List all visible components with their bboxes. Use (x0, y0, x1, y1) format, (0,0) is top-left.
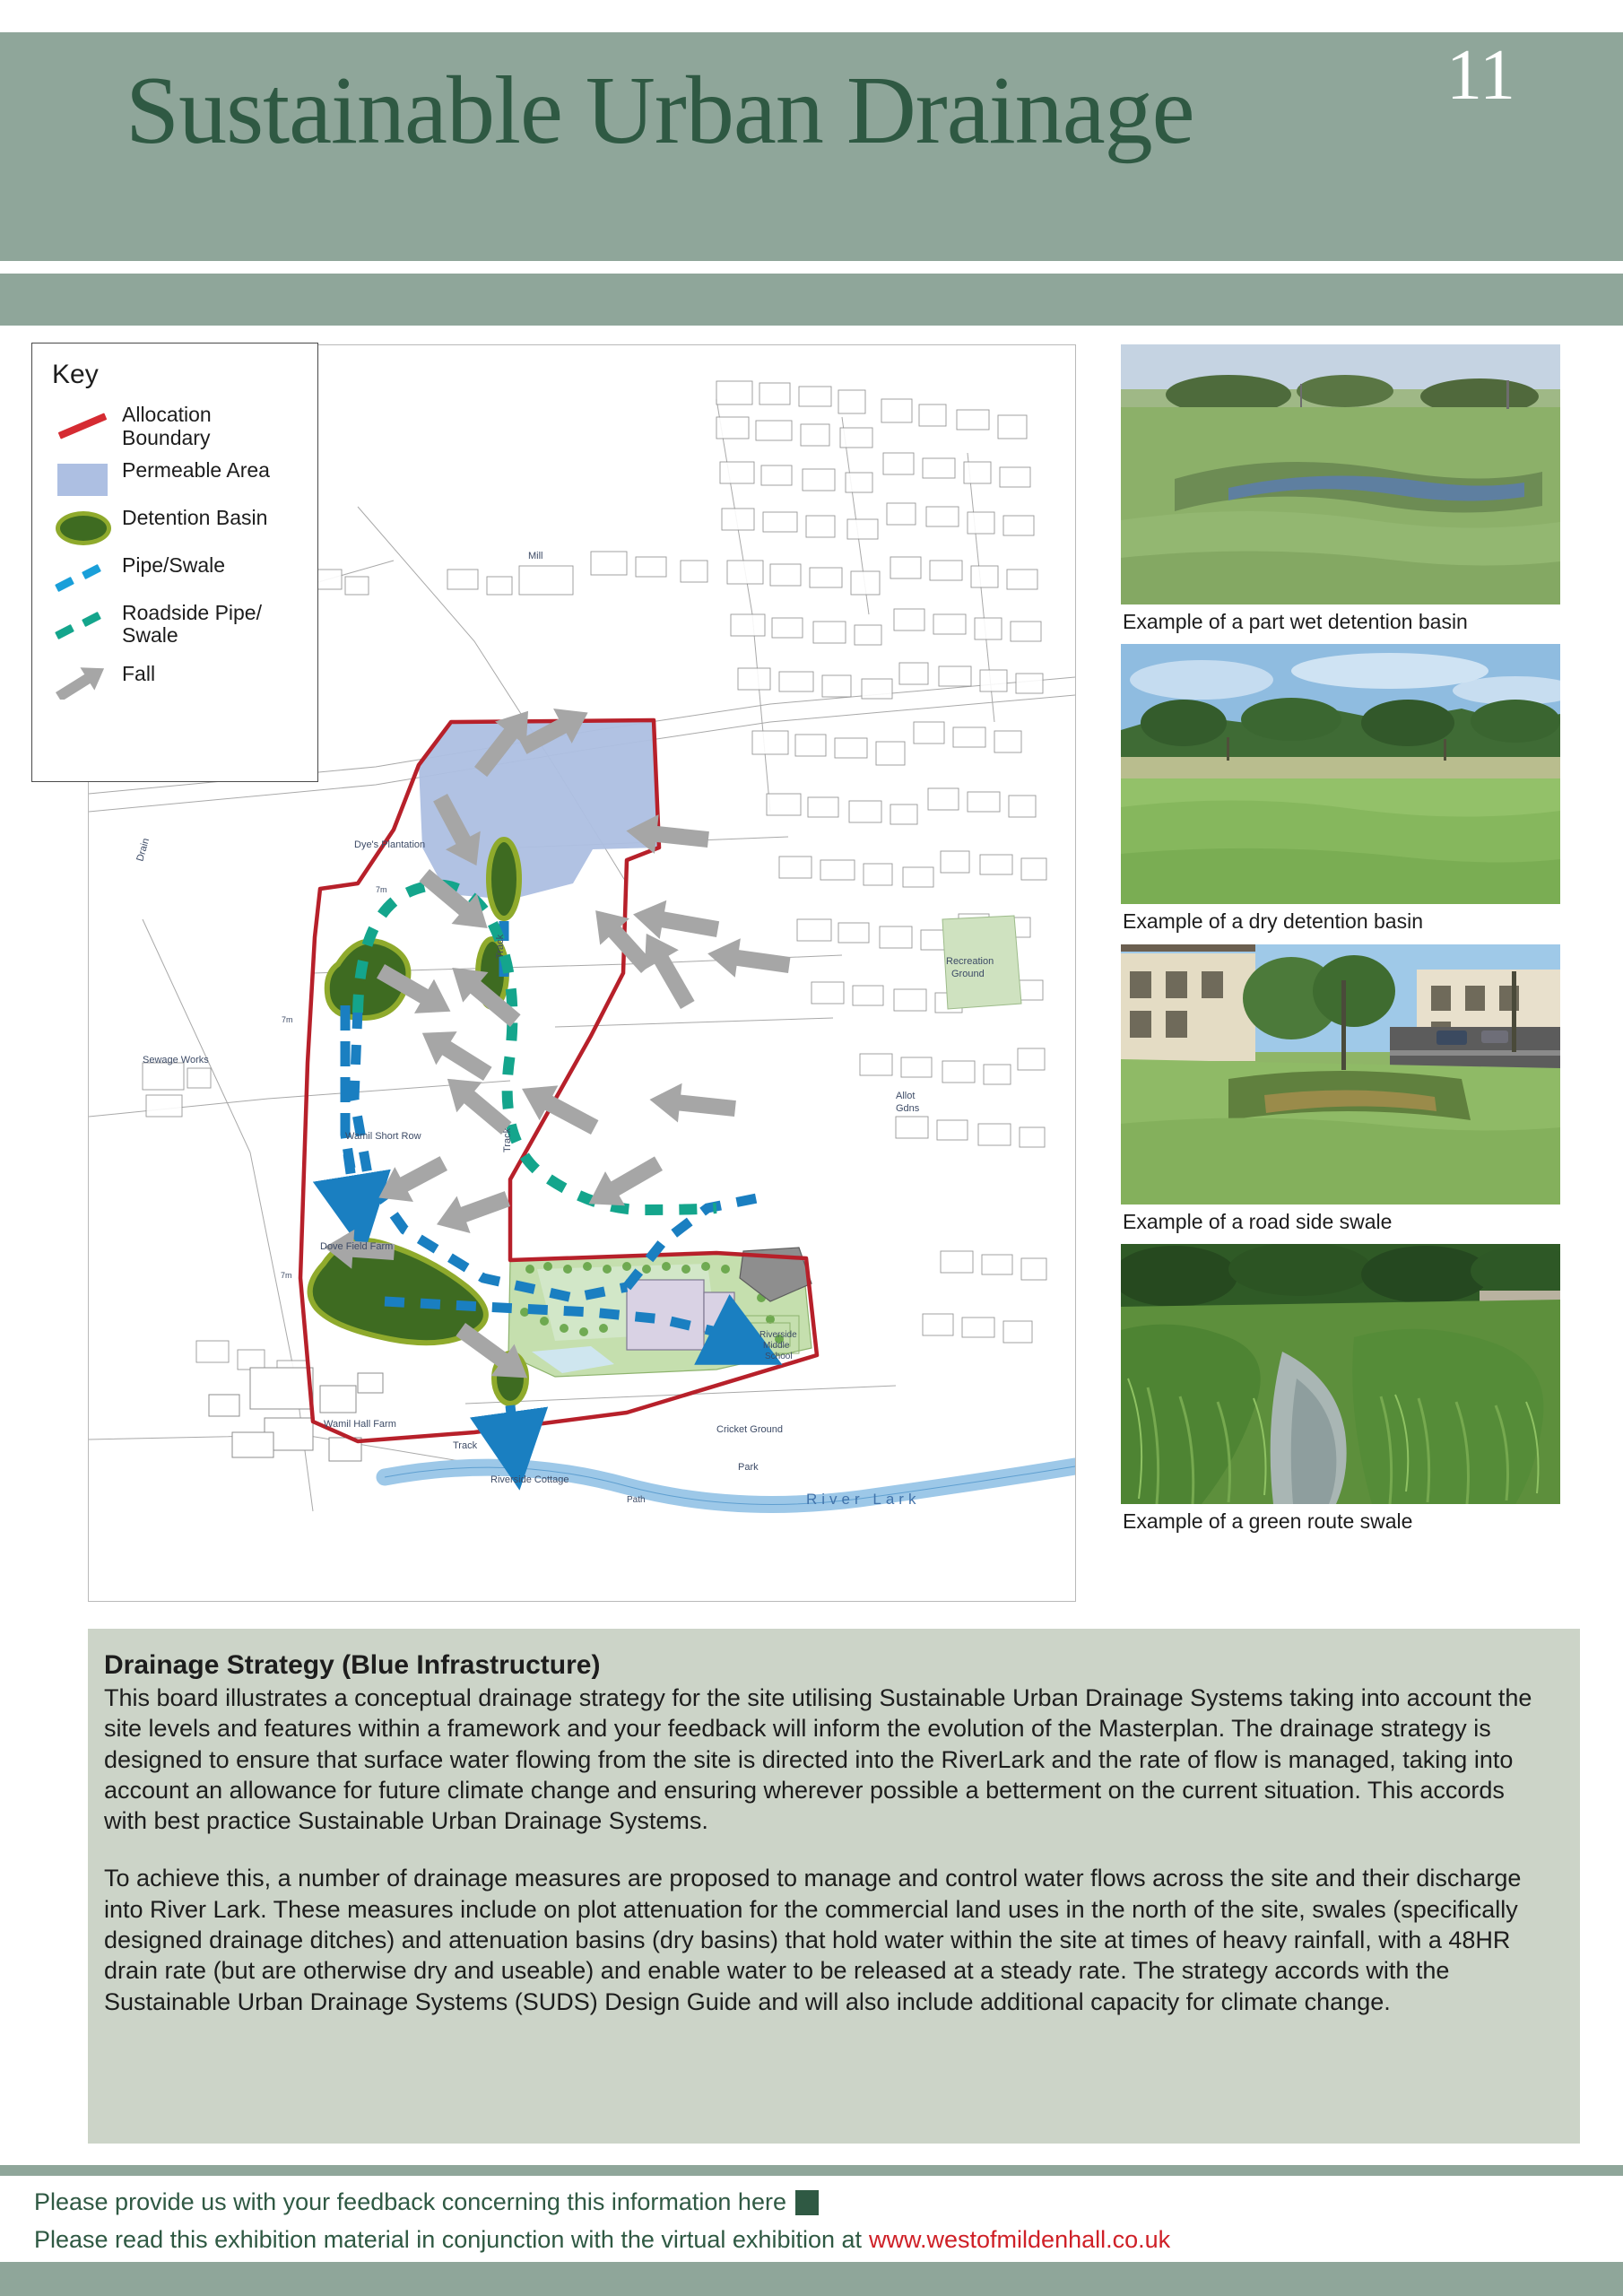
key-item-detention-basin (52, 506, 305, 545)
key-item-label: Detention Basin (122, 505, 268, 529)
footer-feedback-text: Please provide us with your feedback concerning this information here (34, 2188, 786, 2215)
detention-basin-icon (52, 506, 122, 545)
svg-text:Dye's Plantation: Dye's Plantation (354, 839, 426, 850)
photo-caption: Example of a green route swale (1123, 1509, 1413, 1534)
svg-text:Wamil Short Row: Wamil Short Row (345, 1131, 421, 1142)
svg-text:7m: 7m (282, 1015, 293, 1024)
footer-exhibition-text: Please read this exhibition material in conjunction with the virtual exhibition at (34, 2226, 863, 2253)
roadside-pipe-swale-icon (52, 601, 122, 640)
svg-text:Wamil Hall Farm: Wamil Hall Farm (324, 1419, 396, 1430)
key-item-roadside-pipe-swale (52, 601, 305, 648)
key-item-label: Permeable Area (122, 457, 270, 482)
svg-text:Riverside: Riverside (759, 1330, 797, 1340)
svg-text:Mill: Mill (528, 551, 543, 561)
key-item-pipe-swale (52, 553, 305, 593)
green-route-swale-photo (1121, 1244, 1560, 1504)
key-title: Key (52, 360, 99, 389)
svg-text:Recreation: Recreation (946, 956, 994, 967)
road-side-swale-photo (1121, 944, 1560, 1205)
panel-paragraph-1: This board illustrates a conceptual drainage strategy for the site utilising Sustainable Urban Drainage Systems taking into account the site levels and features within a framework and your feedback will inform the evolution of the Masterplan. The drainage strategy is designed to ensure that surface water flowing from the site is directed into the RiverLark and the rate of flow is managed, taking into account an allowance for future climate change and ensuring wherever possible a betterment on the current situation. This accords with best practice Sustainable Urban Drainage Systems. (104, 1684, 1532, 1835)
footer-band-bottom (0, 2262, 1623, 2296)
svg-text:Track: Track (495, 934, 506, 959)
svg-text:School: School (765, 1352, 793, 1361)
svg-text:Allot: Allot (896, 1091, 916, 1101)
part-wet-detention-basin-photo (1121, 344, 1560, 604)
pipe-swale-icon (52, 553, 122, 593)
panel-heading: Drainage Strategy (Blue Infrastructure) (104, 1650, 601, 1680)
svg-text:Track: Track (502, 1127, 513, 1152)
svg-text:Drain: Drain (135, 837, 152, 863)
photo-item (1121, 644, 1560, 933)
exhibition-website-link[interactable]: www.westofmildenhall.co.uk (869, 2226, 1171, 2253)
key-item-fall (52, 662, 305, 701)
dry-detention-basin-photo (1121, 644, 1560, 904)
svg-text:7m: 7m (281, 1271, 292, 1280)
photo-item (1121, 1244, 1560, 1533)
feedback-qr-square-icon[interactable] (795, 2190, 819, 2215)
permeable-area-icon (52, 458, 122, 498)
key-item-allocation-boundary (52, 403, 305, 450)
key-item-label: Pipe/Swale (122, 552, 226, 577)
svg-text:Park: Park (738, 1462, 759, 1473)
header-band-secondary (0, 274, 1623, 326)
photo-caption: Example of a part wet detention basin (1123, 610, 1468, 633)
key-item-label: Fall (122, 662, 156, 685)
svg-text:Track: Track (453, 1440, 478, 1451)
page-title: Sustainable Urban Drainage (126, 57, 1194, 164)
footer-feedback-line (34, 2188, 819, 2216)
svg-text:Gdns: Gdns (896, 1103, 920, 1114)
svg-text:Riverside Cottage: Riverside Cottage (490, 1474, 569, 1485)
svg-text:Path: Path (627, 1495, 646, 1505)
fall-arrow-icon (52, 662, 122, 701)
footer-band-top (0, 2165, 1623, 2176)
photo-caption: Example of a road side swale (1123, 1209, 1393, 1233)
map-key-legend (31, 343, 318, 782)
photo-caption: Example of a dry detention basin (1123, 909, 1423, 934)
photo-item (1121, 344, 1560, 633)
photo-item (1121, 944, 1560, 1233)
footer-exhibition-line (34, 2226, 1170, 2254)
header-divider-rule (0, 261, 1623, 274)
svg-text:Sewage Works: Sewage Works (143, 1055, 209, 1065)
page-number: 11 (1445, 36, 1515, 115)
example-photo-column (1121, 344, 1560, 1544)
key-item-label: Allocation Boundary (122, 403, 212, 449)
svg-text:7m: 7m (376, 885, 387, 894)
svg-text:Dove Field Farm: Dove Field Farm (320, 1241, 394, 1252)
svg-text:Middle: Middle (763, 1341, 790, 1351)
key-item-label: Roadside Pipe/ Swale (122, 600, 262, 648)
svg-text:River Lark: River Lark (806, 1491, 921, 1508)
key-item-permeable-area (52, 458, 305, 498)
drainage-strategy-panel (88, 1629, 1580, 2144)
allocation-boundary-icon (52, 403, 122, 442)
panel-paragraph-2: To achieve this, a number of drainage measures are proposed to manage and control water flows across the site and their discharge into River Lark. These measures include on plot attenuation for the commercial land uses in the north of the site, swales (specifically designed drainage ditches) and attenuation basins (dry basins) that hold water within the site at times of heavy rainfall, with a 48HR drain rate (but are otherwise dry and useable) and enable water to be released at a steady rate. The strategy accords with the Sustainable Urban Drainage Systems (SUDS) Design Guide and will also include additional capacity for climate change. (104, 1865, 1522, 2015)
svg-text:Cricket Ground: Cricket Ground (716, 1424, 783, 1435)
svg-text:Ground: Ground (951, 969, 985, 979)
